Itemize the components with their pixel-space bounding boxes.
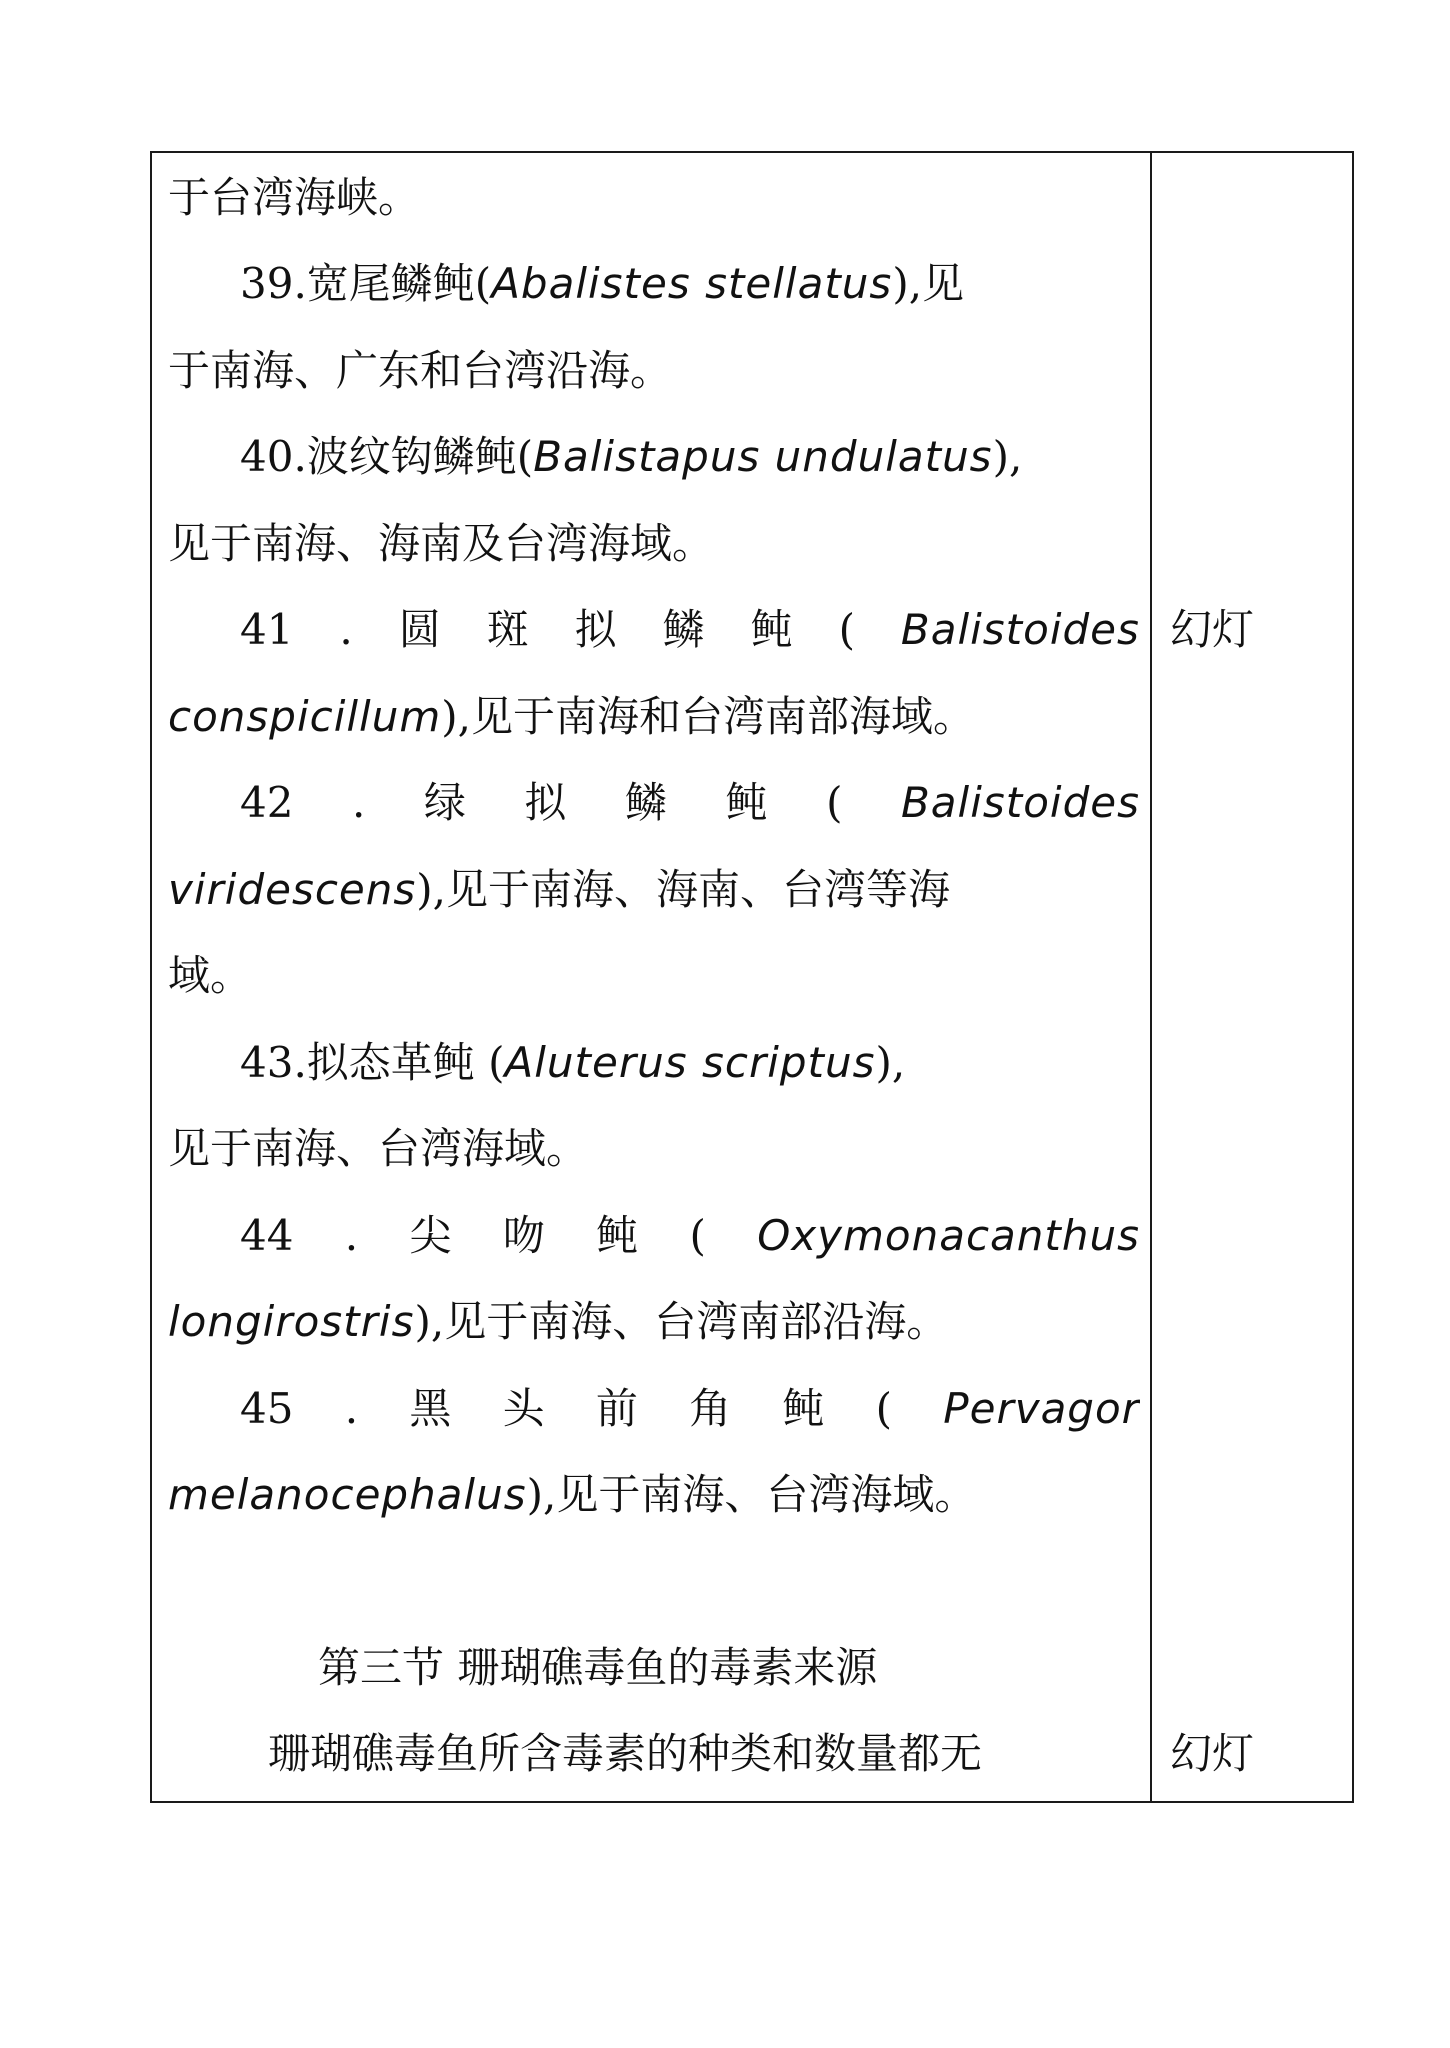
- text-line-2: 39.宽尾鳞鲀(Abalistes stellatus),见: [240, 259, 965, 308]
- text-line-6: 41 . 圆 斑 拟 鳞 鲀 ( Balistoides: [240, 605, 1140, 654]
- column-divider: [1150, 151, 1152, 1803]
- text-line-10: 域。: [168, 951, 253, 1000]
- text-line-15: 45 . 黑 头 前 角 鲀 ( Pervagor: [240, 1384, 1140, 1433]
- side-note-2: 幻灯: [1170, 1729, 1255, 1778]
- text-line-8: 42 . 绿 拟 鳞 鲀 ( Balistoides: [240, 778, 1140, 827]
- text-line-7: conspicillum),见于南海和台湾南部海域。: [168, 692, 975, 741]
- text-line-4: 40.波纹钩鳞鲀(Balistapus undulatus),: [240, 432, 1023, 481]
- text-line-14: longirostris),见于南海、台湾南部沿海。: [168, 1297, 949, 1346]
- side-note-1: 幻灯: [1170, 605, 1255, 654]
- text-line-11: 43.拟态革鲀 (Aluterus scriptus),: [240, 1038, 906, 1087]
- text-line-3: 于南海、广东和台湾沿海。: [168, 346, 673, 395]
- text-line-16: melanocephalus),见于南海、台湾海域。: [168, 1470, 977, 1519]
- text-line-1: 于台湾海峡。: [168, 173, 421, 222]
- text-line-9: viridescens),见于南海、海南、台湾等海: [168, 865, 951, 914]
- body-line: 珊瑚礁毒鱼所含毒素的种类和数量都无: [268, 1729, 983, 1778]
- section-heading: 第三节 珊瑚礁毒鱼的毒素来源: [318, 1643, 878, 1692]
- text-line-12: 见于南海、台湾海域。: [168, 1124, 589, 1173]
- text-line-5: 见于南海、海南及台湾海域。: [168, 519, 715, 568]
- text-line-13: 44 . 尖 吻 鲀 ( Oxymonacanthus: [240, 1211, 1140, 1260]
